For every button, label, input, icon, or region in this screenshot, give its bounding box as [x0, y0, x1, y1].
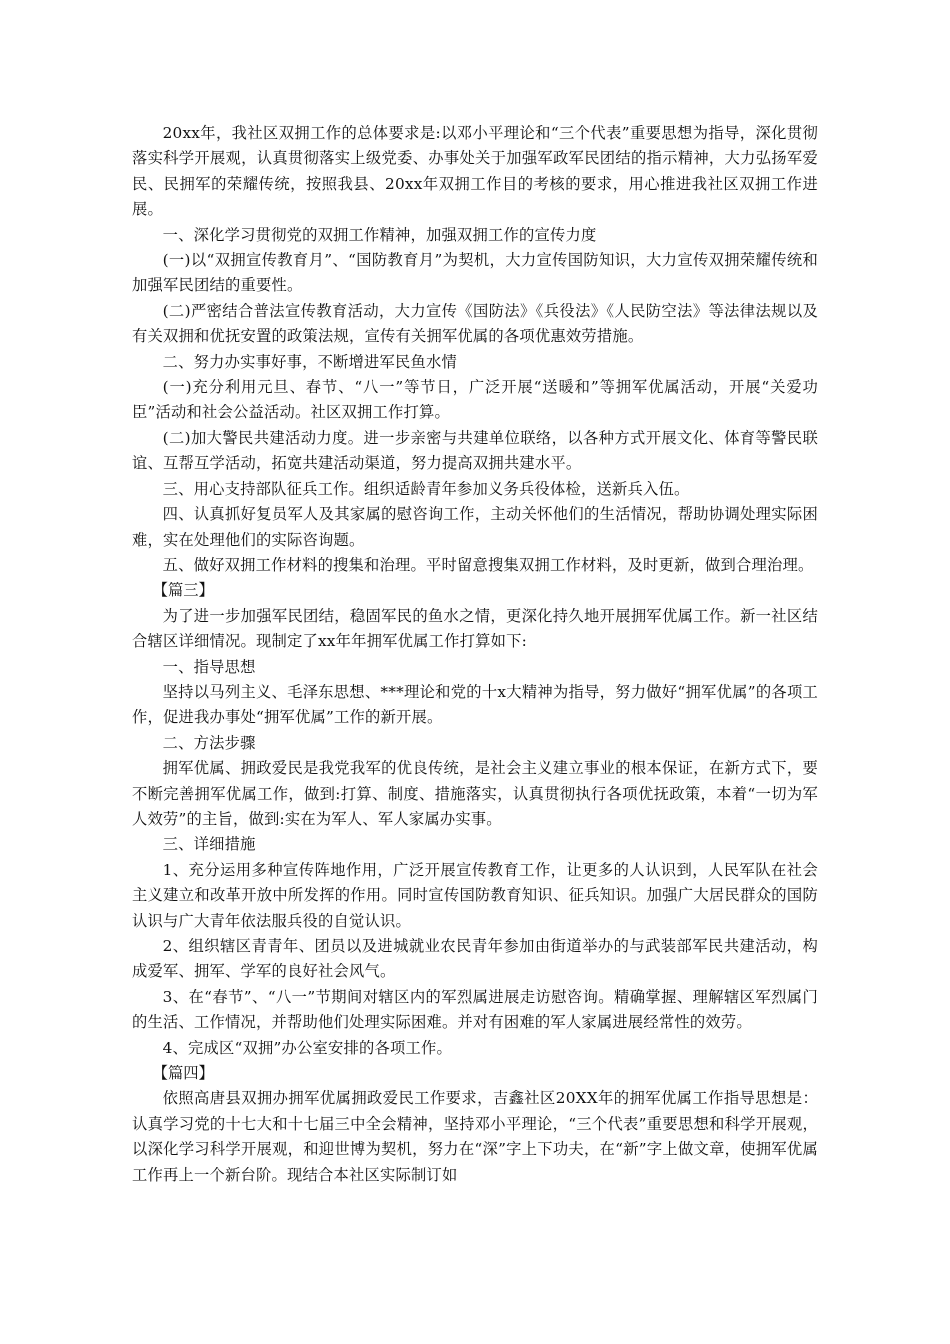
section-heading: 三、用心支持部队征兵工作。组织适龄青年参加义务兵役体检，送新兵入伍。	[162, 479, 690, 498]
body-paragraph: (二)严密结合普法宣传教育活动，大力宣传《国防法》《兵役法》《人民防空法》等法律法规以及有关双拥和优抚安置的政策法规，宣传有关拥军优属的各项优惠效劳措施。	[132, 301, 818, 346]
section-heading: 五、做好双拥工作材料的搜集和治理。平时留意搜集双拥工作材料，及时更新，做到合理治理。	[162, 555, 814, 574]
body-paragraph: 拥军优属、拥政爱民是我党我军的优良传统，是社会主义建立事业的根本保证，在新方式下，要不断完善拥军优属工作，做到:打算、制度、措施落实，认真贯彻执行各项优抚政策，本着“一切为军人效劳”的主旨，做到:实在为军人、军人家属办实事。	[132, 759, 818, 828]
body-paragraph: 坚持以马列主义、毛泽东思想、***理论和党的十x大精神为指导，努力做好“拥军优属”的各项工作，促进我办事处“拥军优属”工作的新开展。	[132, 682, 818, 727]
numbered-item: 3、在“春节”、“八一”节期间对辖区内的军烈属进展走访慰咨询。精确掌握、理解辖区军烈属门的生活、工作情况，并帮助他们处理实际困难。并对有困难的军人家属进展经常性的效劳。	[132, 987, 818, 1032]
section-heading: 四、认真抓好复员军人及其家属的慰咨询工作，主动关怀他们的生活情况，帮助协调处理实际困难，实在处理他们的实际咨询题。	[132, 505, 818, 549]
section-heading: 二、努力办实事好事，不断增进军民鱼水情	[162, 352, 458, 371]
document-page	[132, 121, 818, 1188]
numbered-item: 2、组织辖区青青年、团员以及进城就业农民青年参加由街道举办的与武装部军民共建活动，构成爱军、拥军、学军的良好社会风气。	[132, 937, 818, 981]
numbered-item: 4、完成区“双拥”办公室安排的各项工作。	[162, 1038, 453, 1057]
body-paragraph: 为了进一步加强军民团结，稳固军民的鱼水之情，更深化持久地开展拥军优属工作。新一社区结合辖区详细情况。现制定了xx年年拥军优属工作打算如下:	[132, 606, 818, 651]
body-paragraph: (二)加大警民共建活动力度。进一步亲密与共建单位联络，以各种方式开展文化、体育等警民联谊、互帮互学活动，拓宽共建活动渠道，努力提高双拥共建水平。	[132, 428, 818, 473]
numbered-item: 1、充分运用多种宣传阵地作用，广泛开展宣传教育工作，让更多的人认识到，人民军队在社会主义建立和改革开放中所发挥的作用。同时宣传国防教育知识、征兵知识。加强广大居民群众的国防认识与广大青年依法服兵役的自觉认识。	[132, 860, 818, 930]
body-paragraph: (一)充分利用元旦、春节、“八一”等节日，广泛开展“送暖和”等拥军优属活动，开展“关爱功臣”活动和社会公益活动。社区双拥工作打算。	[132, 378, 818, 422]
section-heading: 二、方法步骤	[162, 733, 256, 752]
chapter-heading: 【篇四】	[152, 1064, 214, 1083]
body-paragraph: (一)以“双拥宣传教育月”、“国防教育月”为契机，大力宣传国防知识，大力宣传双拥荣耀传统和加强军民团结的重要性。	[132, 251, 818, 295]
section-heading: 一、深化学习贯彻党的双拥工作精神，加强双拥工作的宣传力度	[162, 225, 597, 244]
section-heading: 一、指导思想	[162, 657, 256, 676]
section-heading: 三、详细措施	[162, 835, 256, 854]
intro-paragraph: 20xx年，我社区双拥工作的总体要求是:以邓小平理论和“三个代表”重要思想为指导，深化贯彻落实科学开展观，认真贯彻落实上级党委、办事处关于加强军政军民团结的指示精神，大力弘扬军爱民、民拥军的荣耀传统，按照我县、20xx年双拥工作目的考核的要求，用心推进我社区双拥工作进展。	[132, 124, 818, 219]
body-paragraph: 依照高唐县双拥办拥军优属拥政爱民工作要求，吉鑫社区20XX年的拥军优属工作指导思想是：认真学习党的十七大和十七届三中全会精神，坚持邓小平理论，“三个代表”重要思想和科学开展观，以深化学习科学开展观，和迎世博为契机，努力在“深”字上下功夫，在“新”字上做文章，使拥军优属工作再上一个新台阶。现结合本社区实际制订如	[132, 1089, 818, 1184]
chapter-heading: 【篇三】	[152, 581, 214, 600]
